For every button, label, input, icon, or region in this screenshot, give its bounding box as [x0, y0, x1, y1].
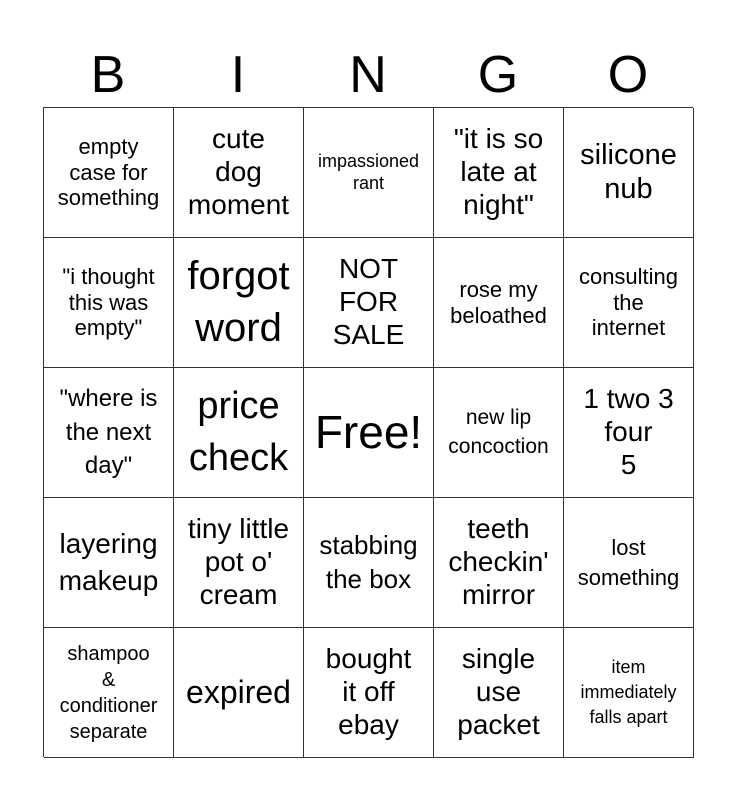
- bingo-cell[interactable]: [434, 238, 564, 368]
- cell-text: empty case for something: [57, 133, 160, 211]
- bingo-cell[interactable]: [564, 628, 694, 758]
- bingo-cell[interactable]: [44, 498, 174, 628]
- cell-text: "it is so late at night": [453, 123, 544, 220]
- bingo-cell[interactable]: [434, 498, 564, 628]
- cell-text: tiny little pot o' cream: [187, 513, 290, 610]
- bingo-cell[interactable]: [174, 628, 304, 758]
- bingo-cell[interactable]: [304, 628, 434, 758]
- bingo-cell[interactable]: [564, 238, 694, 368]
- bingo-cell[interactable]: [174, 108, 304, 238]
- bingo-cell[interactable]: [564, 498, 694, 628]
- bingo-cell[interactable]: [304, 108, 434, 238]
- bingo-card: [43, 107, 693, 757]
- header-letter-b: B: [90, 46, 126, 104]
- bingo-cell[interactable]: [564, 108, 694, 238]
- cell-text: shampoo & conditioner separate: [59, 642, 158, 743]
- bingo-cell[interactable]: [44, 368, 174, 498]
- free-space-cell[interactable]: [304, 368, 434, 498]
- cell-text: "where is the next day": [59, 385, 158, 480]
- cell-text: 1 two 3 four 5: [583, 383, 674, 480]
- cell-text: consulting the internet: [578, 263, 679, 341]
- bingo-cell[interactable]: [564, 368, 694, 498]
- bingo-cell[interactable]: [304, 498, 434, 628]
- cell-text: rose my beloathed: [450, 276, 547, 328]
- bingo-cell[interactable]: [44, 108, 174, 238]
- free-space-text: Free!: [314, 405, 423, 458]
- cell-text: lost something: [577, 534, 680, 590]
- cell-text: item immediately falls apart: [580, 656, 677, 728]
- bingo-cell[interactable]: [434, 628, 564, 758]
- bingo-cell[interactable]: [434, 368, 564, 498]
- cell-text: cute dog moment: [187, 123, 290, 220]
- header-letter-n: N: [349, 46, 387, 104]
- bingo-cell[interactable]: [434, 108, 564, 238]
- cell-text: "i thought this was empty": [62, 263, 155, 341]
- cell-text: forgot word: [187, 254, 290, 350]
- cell-text: stabbing the box: [319, 529, 418, 594]
- bingo-cell[interactable]: [44, 238, 174, 368]
- bingo-cell[interactable]: [174, 368, 304, 498]
- cell-text: expired: [186, 673, 291, 710]
- bingo-cell[interactable]: [174, 498, 304, 628]
- cell-text: bought it off ebay: [325, 643, 412, 740]
- header-letter-g: G: [477, 46, 519, 104]
- bingo-header: [43, 44, 693, 106]
- cell-text: layering makeup: [58, 528, 159, 596]
- header-letter-i: I: [230, 46, 246, 104]
- cell-text: NOT FOR SALE: [332, 253, 405, 350]
- bingo-cell[interactable]: [174, 238, 304, 368]
- cell-text: impassioned rant: [317, 151, 420, 193]
- cell-text: teeth checkin' mirror: [448, 513, 549, 610]
- bingo-cell[interactable]: [44, 628, 174, 758]
- bingo-cell[interactable]: [304, 238, 434, 368]
- cell-text: price check: [188, 384, 289, 479]
- header-letter-o: O: [607, 46, 649, 104]
- cell-text: new lip concoction: [448, 405, 549, 458]
- cell-text: silicone nub: [580, 138, 677, 205]
- cell-text: single use packet: [457, 643, 540, 740]
